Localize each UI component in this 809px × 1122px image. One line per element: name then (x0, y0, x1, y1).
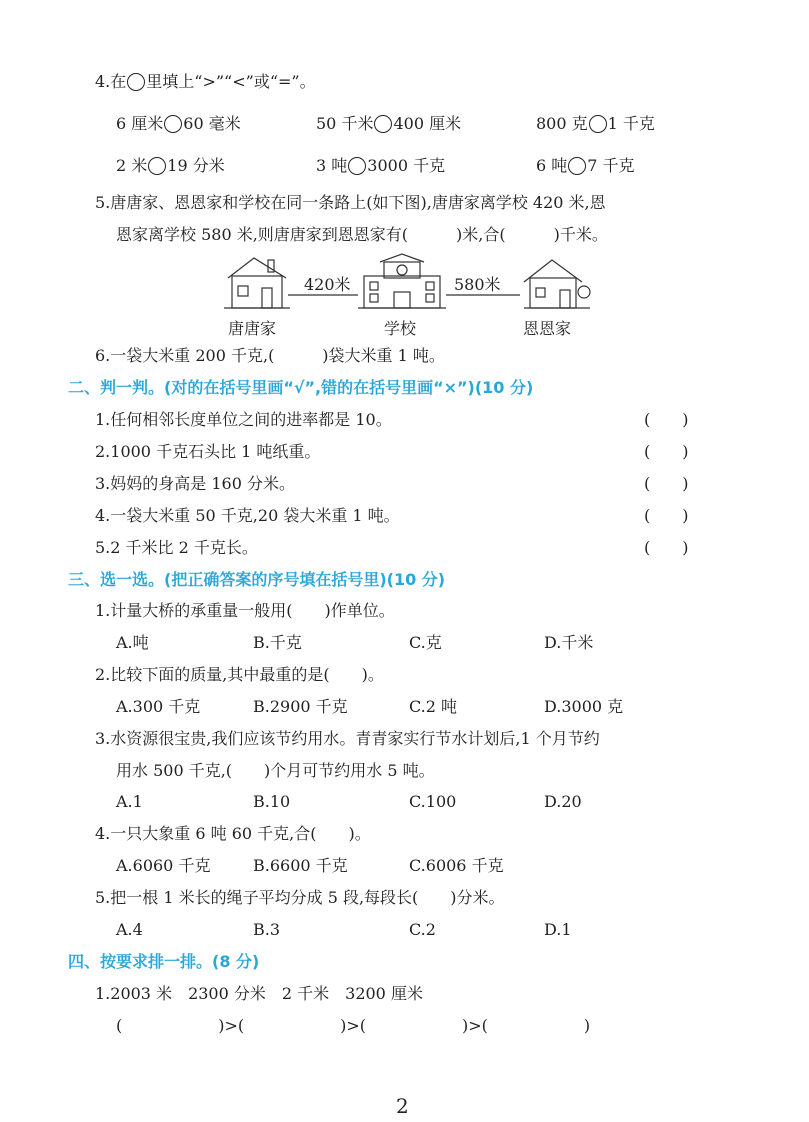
q4-item-5: 3 吨 3000 千克 (316, 156, 446, 175)
option-c: C.2 吨 (409, 697, 458, 716)
option-a: A.吨 (116, 633, 149, 652)
option-d: D.1 (544, 920, 572, 939)
option-d: D.千米 (544, 633, 594, 652)
option-a: A.1 (116, 792, 143, 811)
sec3-q3-line-1: 3.水资源很宝贵,我们应该节约用水。青青家实行节水计划后,1 个月节约 (95, 729, 600, 748)
option-b: B.6600 千克 (253, 856, 348, 875)
sec2-item-3: 3.妈妈的身高是 160 分米。 (95, 474, 295, 493)
label-tangtang-home: 唐唐家 (228, 319, 277, 338)
q5-line-1: 5.唐唐家、恩恩家和学校在同一条路上(如下图),唐唐家离学校 420 米,恩 (95, 193, 606, 212)
q6: 6.一袋大米重 200 千克,( )袋大米重 1 吨。 (95, 346, 445, 365)
sec4-order-blanks[interactable]: ( )>( )>( )>( ) (116, 1016, 591, 1035)
circle-blank-icon (589, 115, 607, 133)
sec2-item-5: 5.2 千米比 2 千克长。 (95, 538, 258, 557)
sec2-item-1: 1.任何相邻长度单位之间的进率都是 10。 (95, 410, 392, 429)
sec3-q1: 1.计量大桥的承重量一般用( )作单位。 (95, 601, 395, 620)
house-right-icon (524, 260, 590, 308)
label-school: 学校 (384, 319, 417, 338)
road-figure (224, 252, 594, 314)
option-c: C.2 (409, 920, 436, 939)
circle-blank-icon (374, 115, 392, 133)
circle-blank-icon (348, 157, 366, 175)
circle-blank-icon (164, 115, 182, 133)
option-d: D.3000 克 (544, 697, 624, 716)
option-a: A.300 千克 (116, 697, 201, 716)
answer-bracket[interactable]: ( ) (644, 538, 689, 557)
answer-bracket[interactable]: ( ) (644, 474, 689, 493)
distance-label-2: 580米 (454, 275, 501, 294)
circle-blank-icon (568, 157, 586, 175)
q4-item-3: 800 克 1 千克 (536, 114, 655, 133)
q4-item-4: 2 米 19 分米 (116, 156, 225, 175)
circle-blank-icon (148, 157, 166, 175)
option-c: C.6006 千克 (409, 856, 504, 875)
sec3-q5: 5.把一根 1 米长的绳子平均分成 5 段,每段长( )分米。 (95, 888, 505, 907)
sec2-item-4: 4.一袋大米重 50 千克,20 袋大米重 1 吨。 (95, 506, 400, 525)
option-a: A.4 (116, 920, 143, 939)
q4-item-1: 6 厘米 60 毫米 (116, 114, 241, 133)
answer-bracket[interactable]: ( ) (644, 442, 689, 461)
option-b: B.2900 千克 (253, 697, 348, 716)
option-b: B.10 (253, 792, 291, 811)
q4-item-6: 6 吨 7 千克 (536, 156, 635, 175)
distance-label-1: 420米 (304, 275, 351, 294)
option-d: D.20 (544, 792, 582, 811)
house-left-icon (224, 258, 290, 308)
label-enen-home: 恩恩家 (523, 319, 572, 338)
sec3-q2: 2.比较下面的质量,其中最重的是( )。 (95, 665, 384, 684)
sec2-item-2: 2.1000 千克石头比 1 吨纸重。 (95, 442, 321, 461)
circle-blank-icon (127, 73, 145, 91)
school-icon (358, 254, 446, 308)
q4-item-2: 50 千米 400 厘米 (316, 114, 462, 133)
q5-line-2: 恩家离学校 580 米,则唐唐家到恩恩家有( )米,合( )千米。 (116, 225, 608, 244)
sec4-q1: 1.2003 米 2300 分米 2 千米 3200 厘米 (95, 984, 423, 1003)
sec3-q4: 4.一只大象重 6 吨 60 千克,合( )。 (95, 824, 371, 843)
q4-title: 4.在 里填上“>”“<”或“=”。 (95, 72, 316, 91)
page-number: 2 (396, 1094, 409, 1118)
option-c: C.100 (409, 792, 457, 811)
answer-bracket[interactable]: ( ) (644, 410, 689, 429)
section-2-heading: 二、判一判。(对的在括号里画“√”,错的在括号里画“×”)(10 分) (68, 378, 534, 397)
section-4-heading: 四、按要求排一排。(8 分) (68, 952, 260, 971)
answer-bracket[interactable]: ( ) (644, 506, 689, 525)
option-b: B.3 (253, 920, 281, 939)
option-c: C.克 (409, 633, 442, 652)
sec3-q3-line-2: 用水 500 千克,( )个月可节约用水 5 吨。 (116, 761, 435, 780)
option-a: A.6060 千克 (116, 856, 211, 875)
option-b: B.千克 (253, 633, 302, 652)
section-3-heading: 三、选一选。(把正确答案的序号填在括号里)(10 分) (68, 570, 446, 589)
